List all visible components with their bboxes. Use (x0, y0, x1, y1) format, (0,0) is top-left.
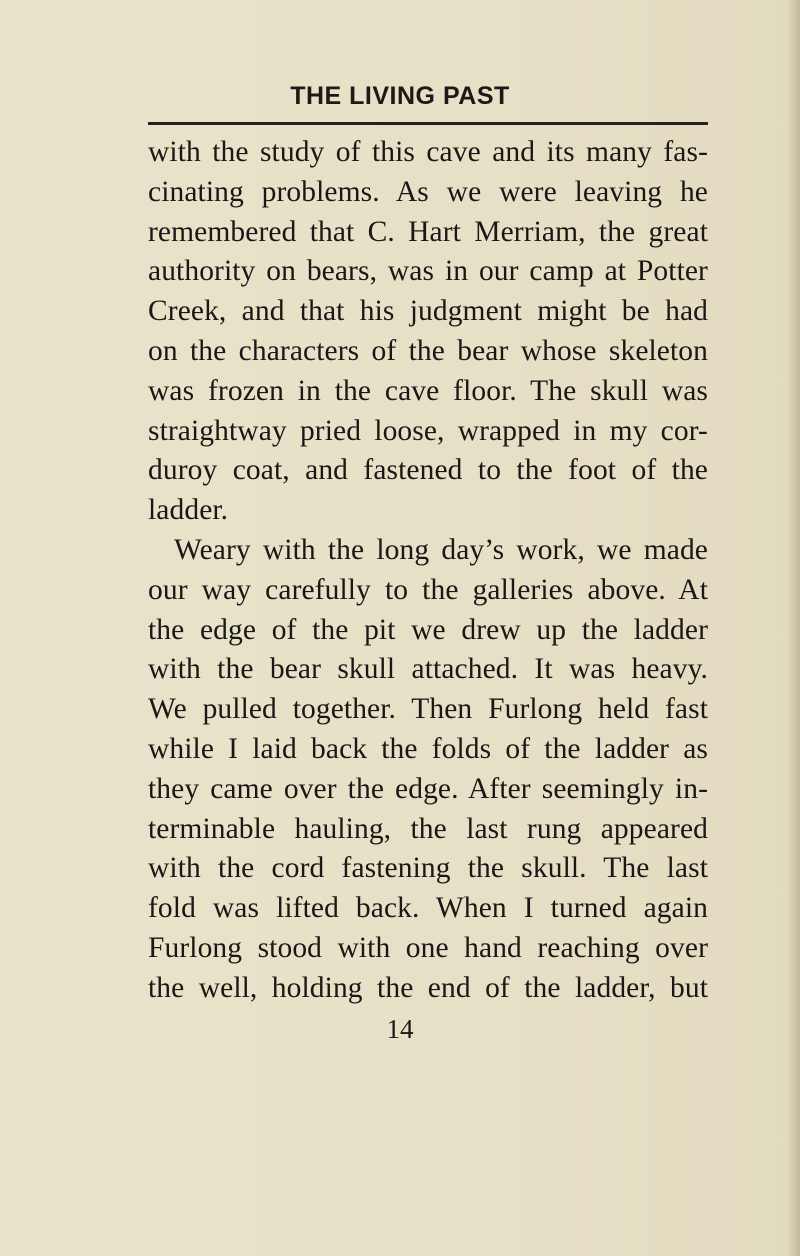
text-line: cinating problems. As we were leaving he (148, 175, 708, 208)
running-head: THE LIVING PAST (290, 82, 510, 110)
text-line: while I laid back the folds of the ladder as (148, 732, 708, 765)
text-line: the edge of the pit we drew up the ladder (148, 613, 708, 646)
text-line: Weary with the long day’s work, we made (174, 533, 708, 566)
text-line: straightway pried loose, wrapped in my cor- (148, 414, 708, 447)
page-number: 14 (386, 1014, 414, 1044)
text-line: authority on bears, was in our camp at Potter (148, 255, 708, 288)
text-line: they came over the edge. After seemingly in- (148, 772, 708, 805)
text-line: with the study of this cave and its many fas- (148, 136, 708, 168)
text-line: Creek, and that his judgment might be had (148, 295, 708, 328)
text-line: duroy coat, and fastened to the foot of the (148, 454, 708, 487)
body-text (148, 133, 708, 1009)
text-line: Furlong stood with one hand reaching over (148, 931, 708, 964)
text-line: ladder. (148, 494, 229, 527)
text-line: on the characters of the bear whose skeleton (148, 334, 708, 367)
text-line: remembered that C. Hart Merriam, the great (148, 215, 708, 248)
text-line: was frozen in the cave floor. The skull was (148, 374, 708, 407)
text-line: with the bear skull attached. It was heavy. (148, 653, 708, 686)
page-edge-shadow (786, 0, 800, 1256)
text-line: We pulled together. Then Furlong held fast (148, 693, 708, 726)
text-line: terminable hauling, the last rung appeared (148, 812, 708, 845)
text-line: the well, holding the end of the ladder, but (148, 971, 708, 1004)
text-line: fold was lifted back. When I turned again (148, 892, 708, 925)
header-rule (148, 122, 708, 125)
text-line: our way carefully to the galleries above. At (148, 573, 708, 606)
text-line: with the cord fastening the skull. The last (148, 852, 708, 885)
